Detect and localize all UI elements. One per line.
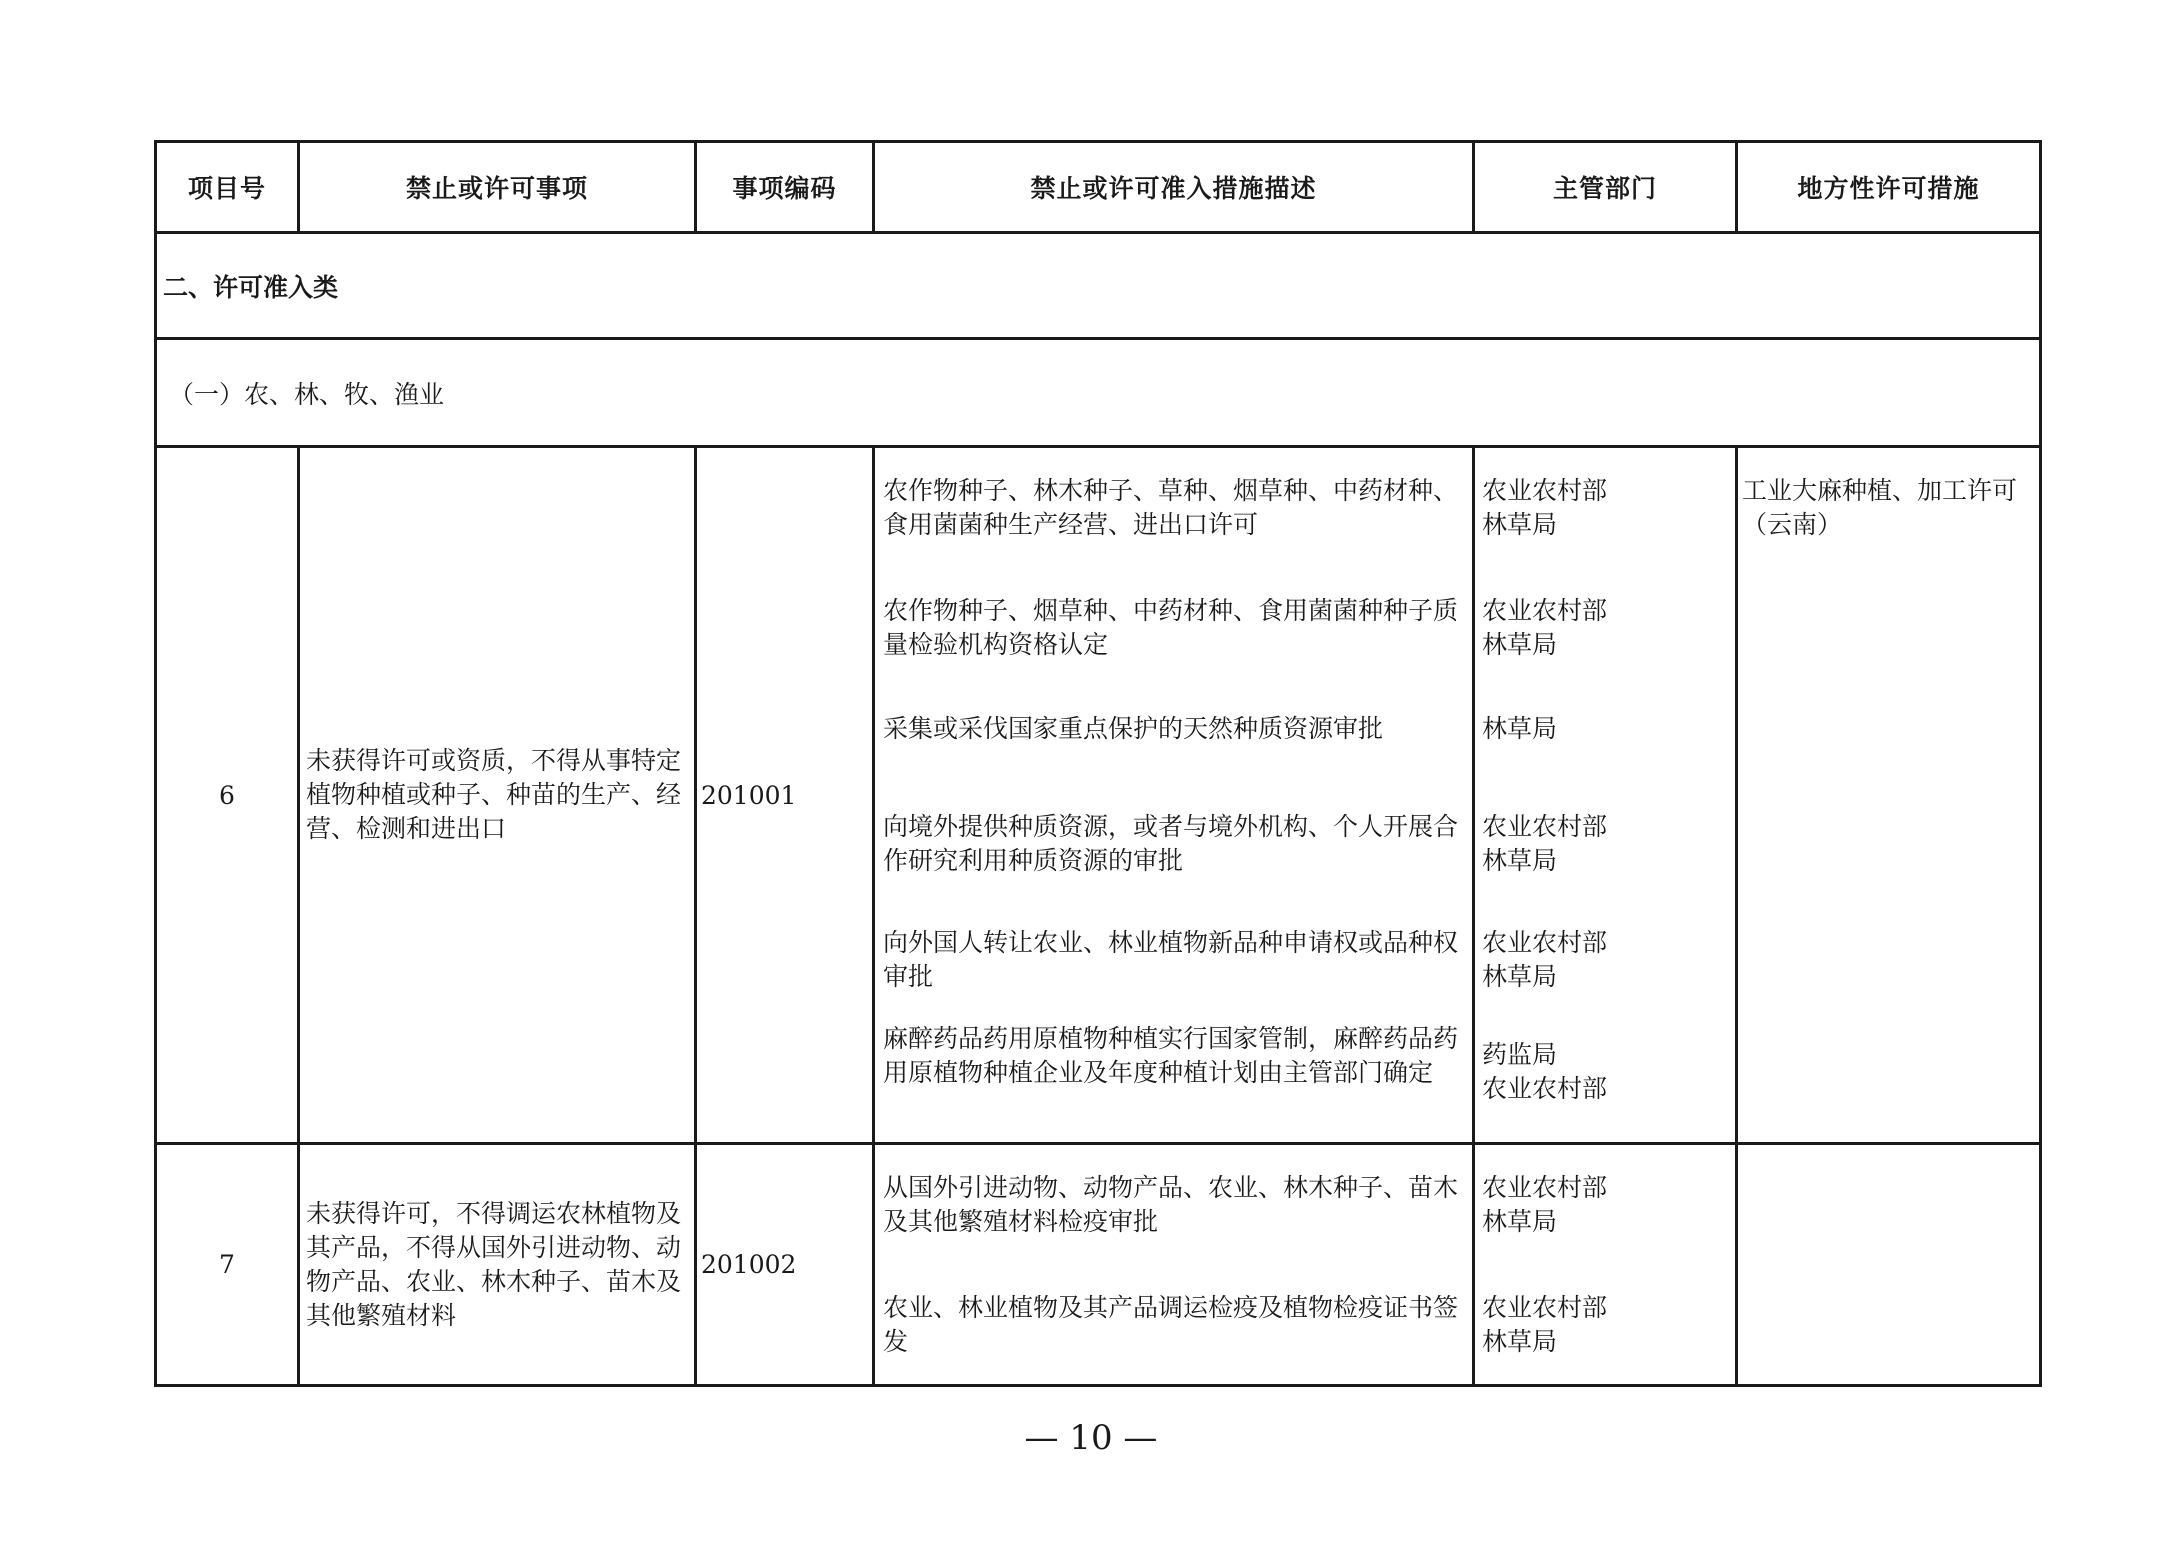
measure-description: 农作物种子、烟草种、中药材种、食用菌菌种种子质量检验机构资格认定 — [883, 596, 1459, 659]
header-description: 禁止或许可准入措施描述 — [874, 142, 1474, 233]
local-measure-text — [1738, 1145, 2039, 1171]
header-code: 事项编码 — [696, 142, 874, 233]
row-code: 201002 — [696, 1144, 874, 1386]
department-block: 农业农村部 林草局 — [1482, 596, 1608, 659]
department-block: 林草局 — [1482, 714, 1558, 743]
measure-description: 向外国人转让农业、林业植物新品种申请权或品种权审批 — [883, 928, 1459, 991]
department-block: 药监局 农业农村部 — [1482, 1040, 1608, 1103]
permit-table — [154, 140, 2042, 1387]
row-code: 201001 — [696, 447, 874, 1144]
row-item: 未获得许可，不得调运农林植物及其产品，不得从国外引进动物、动物产品、农业、林木种子、苗木及其他繁殖材料 — [299, 1144, 696, 1386]
department-block: 农业农村部 林草局 — [1482, 928, 1608, 991]
measure-description: 农业、林业植物及其产品调运检疫及植物检疫证书签发 — [883, 1293, 1459, 1356]
row-departments — [1474, 447, 1737, 1144]
table-row — [156, 447, 2041, 1144]
measure-description: 从国外引进动物、动物产品、农业、林木种子、苗木及其他繁殖材料检疫审批 — [883, 1173, 1459, 1236]
measure-description: 农作物种子、林木种子、草种、烟草种、中药材种、食用菌菌种生产经营、进出口许可 — [883, 476, 1459, 539]
row-descriptions — [874, 447, 1474, 1144]
department-block: 农业农村部 林草局 — [1482, 1293, 1608, 1356]
row-number: 6 — [156, 447, 299, 1144]
row-descriptions — [874, 1144, 1474, 1386]
subsection-title: （一）农、林、牧、渔业 — [156, 339, 2041, 447]
header-row — [156, 142, 2041, 233]
department-block: 农业农村部 林草局 — [1482, 812, 1608, 875]
permit-table-container — [154, 140, 2039, 1387]
measure-description: 麻醉药品药用原植物种植实行国家管制，麻醉药品药用原植物种植企业及年度种植计划由主管部门确定 — [883, 1024, 1459, 1087]
row-local-measure — [1737, 1144, 2041, 1386]
row-departments — [1474, 1144, 1737, 1386]
subsection-row — [156, 339, 2041, 447]
header-local-measure: 地方性许可措施 — [1737, 142, 2041, 233]
row-number: 7 — [156, 1144, 299, 1386]
header-item: 禁止或许可事项 — [299, 142, 696, 233]
department-block: 农业农村部 林草局 — [1482, 476, 1608, 539]
measure-description: 向境外提供种质资源，或者与境外机构、个人开展合作研究利用种质资源的审批 — [883, 812, 1459, 875]
local-measure-text: 工业大麻种植、加工许可（云南） — [1742, 476, 2018, 539]
department-block: 农业农村部 林草局 — [1482, 1173, 1608, 1236]
header-department: 主管部门 — [1474, 142, 1737, 233]
measure-description: 采集或采伐国家重点保护的天然种质资源审批 — [883, 714, 1384, 743]
header-item-number: 项目号 — [156, 142, 299, 233]
row-local-measure — [1737, 447, 2041, 1144]
page-number: — 10 — — [1024, 1418, 1158, 1458]
section-title: 二、许可准入类 — [156, 233, 2041, 339]
section-row — [156, 233, 2041, 339]
table-row — [156, 1144, 2041, 1386]
row-item: 未获得许可或资质，不得从事特定植物种植或种子、种苗的生产、经营、检测和进出口 — [299, 447, 696, 1144]
